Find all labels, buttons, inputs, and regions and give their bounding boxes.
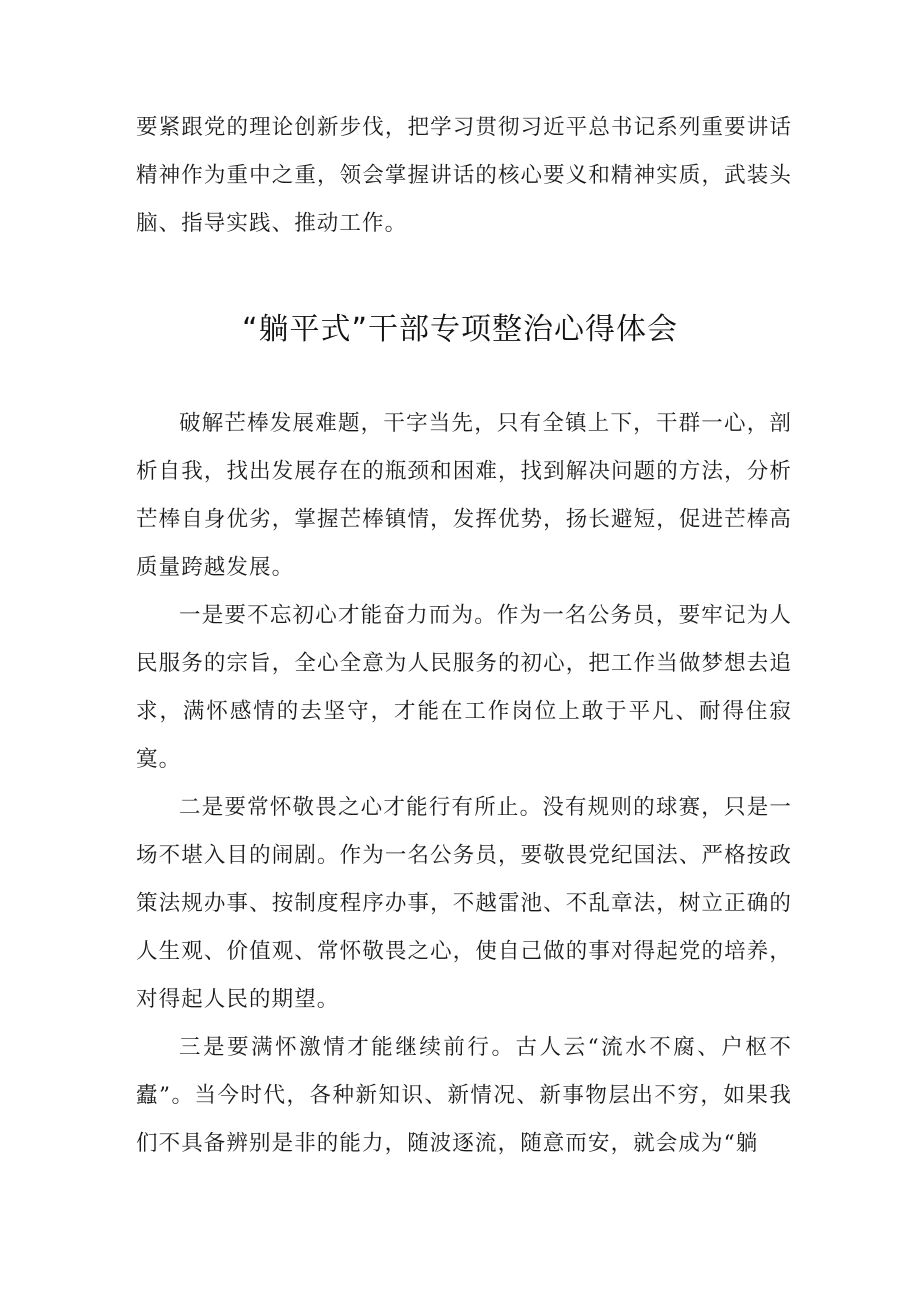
paragraph-1: 破解芒棒发展难题，干字当先，只有全镇上下，干群一心，剖析自我，找出发展存在的瓶颈和困难，找到解决问题的方法，分析芒棒自身优劣，掌握芒棒镇情，发挥优势，扬长避短，促进芒棒高质量跨越发展。 <box>136 411 792 580</box>
paragraph-4: 三是要满怀激情才能继续前行。古人云“流水不腐、户枢不蠹”。当今时代，各种新知识、新情况、新事物层出不穷，如果我们不具备辨别是非的能力，随波逐流，随意而安，就会成为“躺 <box>136 1035 792 1156</box>
paragraph-3: 二是要常怀敬畏之心才能行有所止。没有规则的球赛，只是一场不堪入目的闹剧。作为一名公务员，要敬畏党纪国法、严格按政策法规办事、按制度程序办事，不越雷池、不乱章法，树立正确的人生观、价值观、常怀敬畏之心，使自己做的事对得起党的培养，对得起人民的期望。 <box>136 795 792 1012</box>
document-title: “躺平式”干部专项整治心得体会 <box>241 312 679 347</box>
body-text <box>136 400 792 1168</box>
paragraph-2: 一是要不忘初心才能奋力而为。作为一名公务员，要牢记为人民服务的宗旨，全心全意为人民服务的初心，把工作当做梦想去追求，满怀感情的去坚守，才能在工作岗位上敢于平凡、耐得住寂寞。 <box>136 603 792 772</box>
intro-paragraph-block <box>136 104 792 248</box>
intro-paragraph: 要紧跟党的理论创新步伐，把学习贯彻习近平总书记系列重要讲话精神作为重中之重，领会掌握讲话的核心要义和精神实质，武装头脑、指导实践、推动工作。 <box>136 115 792 236</box>
